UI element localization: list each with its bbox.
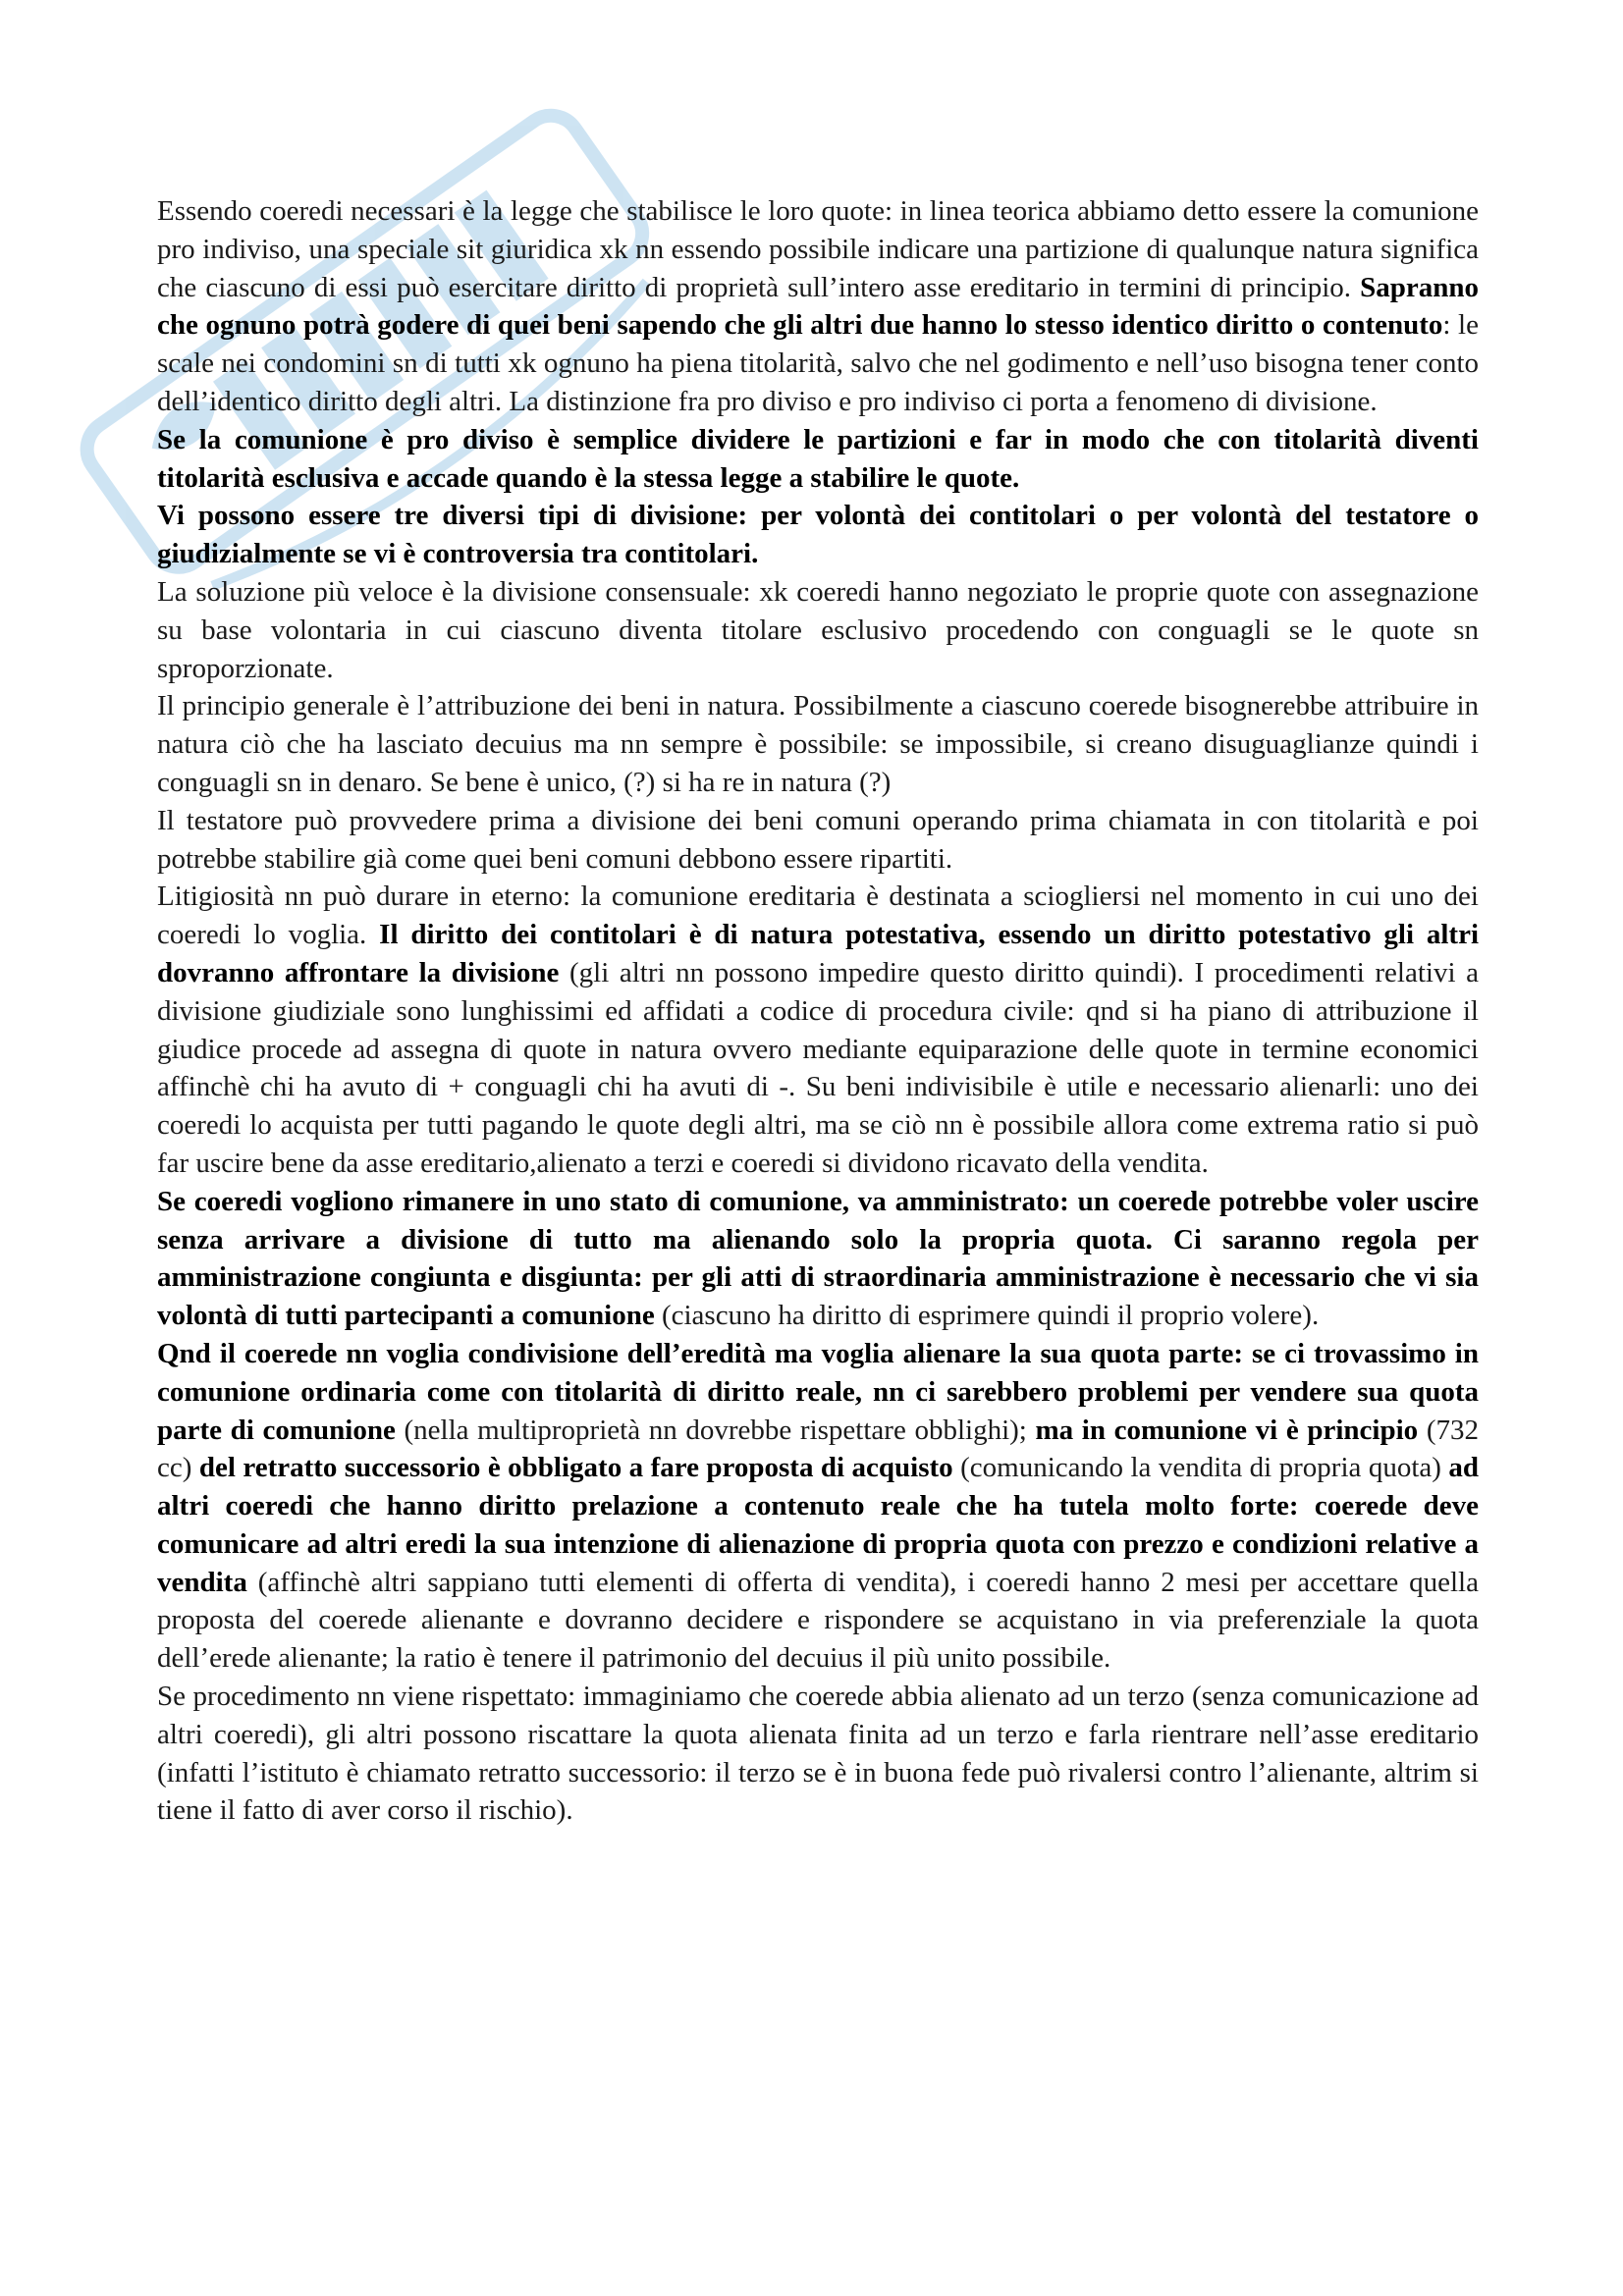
bold-text: del retratto successorio è obbligato a fare proposta di acquisto (198, 1452, 953, 1484)
bold-text: Sapranno che ognuno potrà godere di quei beni sapendo che gli altri due hanno lo stesso identico diritto o contenuto (157, 271, 1479, 342)
text-run: (732 cc) (157, 1414, 1479, 1484)
paragraph (157, 878, 1479, 1182)
text-run: (comunicando la vendita di propria quota) (952, 1452, 1449, 1484)
bold-text: ma in comunione vi è principio (1035, 1414, 1419, 1446)
paragraph (157, 687, 1479, 801)
bold-text: Se la comunione è pro diviso è semplice dividere le partizioni e far in modo che con titolarità diventi titolarità esclusiva e accade quando è la stessa legge a stabilire le quote. (157, 423, 1479, 494)
paragraph (157, 802, 1479, 879)
paragraph (157, 1183, 1479, 1335)
text-run: : le scale nei condomini sn di tutti xk ognuno ha piena titolarità, salvo che nel godimento e nell’uso bisogna tener conto dell’identico diritto degli altri. La distinzione fra pro diviso e pro indiviso ci porta a fenomeno di divisione. (157, 309, 1479, 417)
bold-text: Vi possono essere tre diversi tipi di divisione: per volontà dei contitolari o per volontà del testatore o giudizialmente se vi è controversia tra contitolari. (157, 500, 1479, 570)
text-run: (affinchè altri sappiano tutti elementi di offerta di vendita), i coeredi hanno 2 mesi per accettare quella proposta del coerede alienante e dovranno decidere e rispondere se acquistano in via preferenziale la quota dell’erede alienante; la ratio è tenere il patrimonio del decuius il più unito possibile. (157, 1566, 1479, 1675)
text-run: (nella multiproprietà nn dovrebbe rispettare obblighi); (395, 1414, 1036, 1446)
bold-text: Il diritto dei contitolari è di natura potestativa, essendo un diritto potestativo gli altri dovranno affrontare la divisione (157, 919, 1480, 988)
text-run: (ciascuno ha diritto di esprimere quindi il proprio volere). (654, 1300, 1320, 1332)
text-run: La soluzione più veloce è la divisione consensuale: xk coeredi hanno negoziato le proprie quote con assegnazione su base volontaria in cui ciascuno diventa titolare esclusivo procedendo con conguagli se le quote sn sproporzionate. (157, 575, 1479, 684)
text-run: Il principio generale è l’attribuzione dei beni in natura. Possibilmente a ciascuno coerede bisognerebbe attribuire in natura ciò che ha lasciato decuius ma nn sempre è possibile: se impossibile, si creano disuguaglianze quindi i conguagli sn in denaro. Se bene è unico, (?) si ha re in natura (?) (157, 690, 1479, 798)
text-run: Il testatore può provvedere prima a divisione dei beni comuni operando prima chiamata in con titolarità e poi potrebbe stabilire già come quei beni comuni debbono essere ripartiti. (157, 804, 1479, 875)
bold-text: Qnd il coerede nn voglia condivisione dell’eredità ma voglia alienare la sua quota parte: se ci trovassimo in comunione ordinaria come con titolarità di diritto reale, nn ci sarebbero problemi per vendere sua quota parte di comunione (157, 1337, 1479, 1446)
bold-text: ad altri coeredi che hanno diritto prelazione a contenuto reale che ha tutela molto forte: coerede deve comunicare ad altri eredi la sua intenzione di alienazione di propria quota con prezzo e condizioni relative a vendita (157, 1452, 1479, 1598)
text-run: Litigiosità nn può durare in eterno: la comunione ereditaria è destinata a sciogliersi nel momento in cui uno dei coeredi lo voglia. (157, 881, 1479, 951)
paragraph (157, 573, 1479, 687)
bold-text: Se coeredi vogliono rimanere in uno stato di comunione, va amministrato: un coerede potrebbe voler uscire senza arrivare a divisione di tutto ma alienando solo la propria quota. Ci saranno regola per amministrazione congiunta e disgiunta: per gli atti di straordinaria amministrazione è necessario che vi sia volontà di tutti partecipanti a comunione (157, 1185, 1479, 1332)
paragraph (157, 421, 1479, 498)
paragraph (157, 1678, 1479, 1830)
text-run: Se procedimento nn viene rispettato: immaginiamo che coerede abbia alienato ad un terzo (senza comunicazione ad altri coeredi), gli altri possono riscattare la quota alienata finita ad un terzo e farla rientrare nell’asse ereditario (infatti l’istituto è chiamato retratto successorio: il terzo se è in buona fede può rivalersi contro l’alienante, altrim si tiene il fatto di aver corso il rischio). (157, 1681, 1479, 1827)
text-run: (gli altri nn possono impedire questo diritto quindi). I procedimenti relativi a divisione giudiziale sono lunghissimi ed affidati a codice di procedura civile: qnd si ha piano di attribuzione il giudice procede ad assegna di quote in natura ovvero mediante equiparazione delle quote in termine economici affinchè chi ha avuto di + conguagli chi ha avuti di -. Su beni indivisibile è utile e necessario alienarli: uno dei coeredi lo acquista per tutti pagando le quote degli altri, ma se ciò nn è possibile allora come extrema ratio si può far uscire bene da asse ereditario,alienato a terzi e coeredi si dividono ricavato della vendita. (157, 956, 1479, 1179)
text-run: Essendo coeredi necessari è la legge che stabilisce le loro quote: in linea teorica abbiamo detto essere la comunione pro indiviso, una speciale sit giuridica xk nn essendo possibile indicare una partizione di qualunque natura significa che ciascuno di essi può esercitare diritto di proprietà sull’intero asse ereditario in termini di principio. (157, 195, 1479, 303)
document-body (157, 192, 1479, 1830)
paragraph (157, 497, 1479, 573)
paragraph (157, 1335, 1479, 1678)
paragraph (157, 192, 1479, 421)
